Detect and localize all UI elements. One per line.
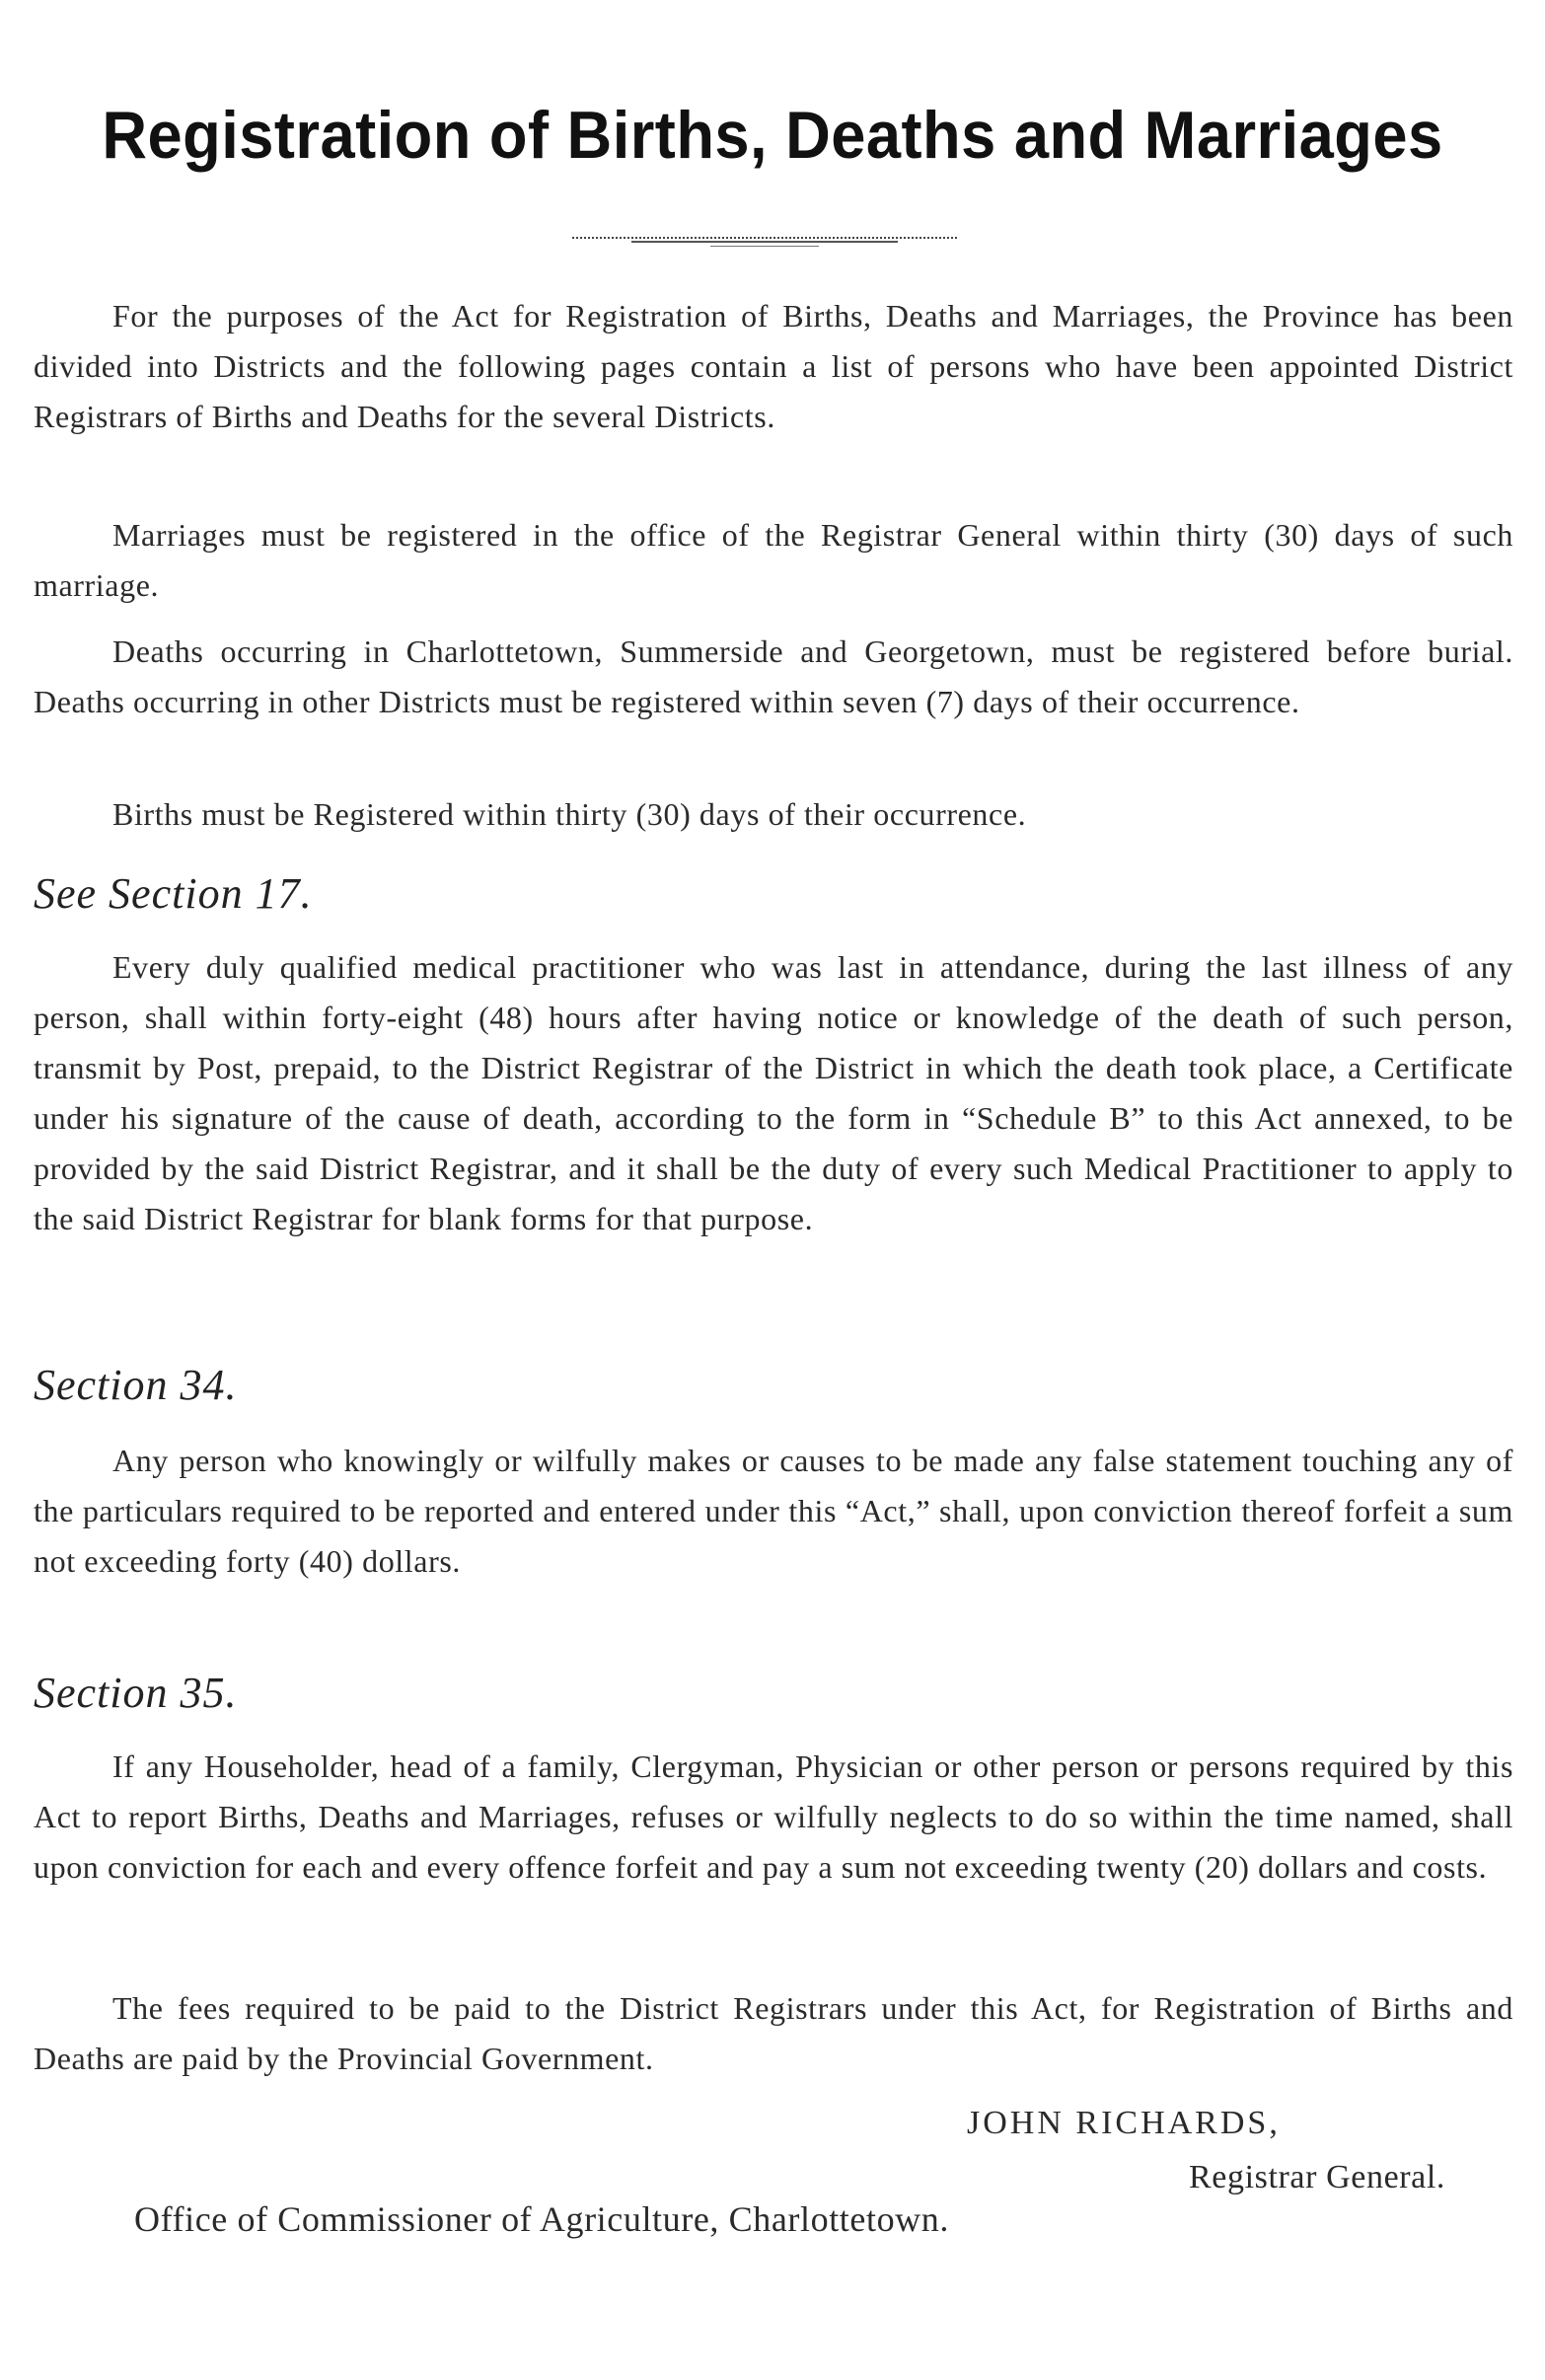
intro-paragraph: For the purposes of the Act for Registration of Births, Deaths and Marriages, the Province has been divided into Districts and the following pages contain a list of persons who have been appointed District Registrars of Births and Deaths for the several Districts. bbox=[34, 298, 1513, 434]
section-34-heading: Section 34. bbox=[34, 1361, 238, 1409]
document-title: Registration of Births, Deaths and Marriages bbox=[102, 98, 1443, 173]
signatory-name: JOHN RICHARDS, bbox=[967, 2105, 1281, 2141]
births-paragraph: Births must be Registered within thirty (30) days of their occurrence. bbox=[112, 796, 1027, 832]
deaths-paragraph: Deaths occurring in Charlottetown, Summerside and Georgetown, must be registered before burial. Deaths occurring in other Districts must be registered within seven (7) days of their occurrence. bbox=[34, 633, 1513, 719]
signatory-title: Registrar General. bbox=[1189, 2159, 1446, 2195]
title-divider bbox=[572, 235, 957, 249]
section-17-heading: See Section 17. bbox=[34, 869, 313, 918]
fees-paragraph: The fees required to be paid to the District Registrars under this Act, for Registration of Births and Deaths are paid by the Provincial Government. bbox=[34, 1990, 1513, 2076]
office-line: Office of Commissioner of Agriculture, Charlottetown. bbox=[134, 2199, 949, 2239]
section-34-text: Any person who knowingly or wilfully makes or causes to be made any false statement touching any of the particulars required to be reported and entered under this “Act,” shall, upon conviction thereof forfeit a sum not exceeding forty (40) dollars. bbox=[34, 1443, 1513, 1579]
section-17-text: Every duly qualified medical practitioner who was last in attendance, during the last illness of any person, shall within forty-eight (48) hours after having notice or knowledge of the death of such person, transmit by Post, prepaid, to the District Registrar of the District in which the death took place, a Certificate under his signature of the cause of death, according to the form in “Schedule B” to this Act annexed, to be provided by the said District Registrar, and it shall be the duty of every such Medical Practitioner to apply to the said District Registrar for blank forms for that purpose. bbox=[34, 949, 1513, 1236]
section-35-heading: Section 35. bbox=[34, 1669, 238, 1717]
section-35-text: If any Householder, head of a family, Clergyman, Physician or other person or persons required by this Act to report Births, Deaths and Marriages, refuses or wilfully neglects to do so within the time named, shall upon conviction for each and every offence forfeit and pay a sum not exceeding twenty (20) dollars and costs. bbox=[34, 1748, 1513, 1885]
marriages-paragraph: Marriages must be registered in the office of the Registrar General within thirty (30) days of such marriage. bbox=[34, 517, 1513, 603]
